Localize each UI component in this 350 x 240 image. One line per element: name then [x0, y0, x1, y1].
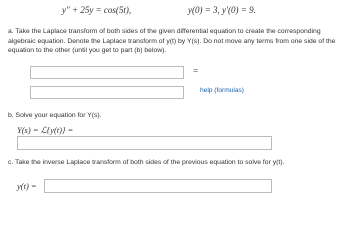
part-c-instructions: c. Take the inverse Laplace transform of both sides of the previous equation to solve for y(t). [8, 159, 285, 166]
part-a-rhs-input[interactable] [30, 86, 184, 99]
differential-equation: y″ + 25y = cos(5t), [62, 5, 132, 15]
part-b-answer-input[interactable] [17, 136, 272, 150]
part-a-lhs-input[interactable] [30, 66, 184, 79]
part-c-label: y(t) = [17, 181, 37, 191]
part-b-label: Y(s) = ℒ{y(t)} = [17, 125, 74, 135]
help-formulas-link[interactable]: help (formulas) [200, 87, 244, 94]
part-b-instructions: b. Solve your equation for Y(s). [8, 112, 102, 119]
part-a-instructions: a. Take the Laplace transform of both sides of the given differential equation to create the corresponding algebraic equation. Denote the Laplace transform of y(t) by Y(s). Do not move any terms from one side of the equation to the other (until you get to part (b) below). [8, 28, 336, 55]
equals-sign: = [193, 66, 199, 76]
initial-conditions: y(0) = 3, y′(0) = 9. [188, 5, 256, 15]
part-c-answer-input[interactable] [44, 179, 272, 193]
